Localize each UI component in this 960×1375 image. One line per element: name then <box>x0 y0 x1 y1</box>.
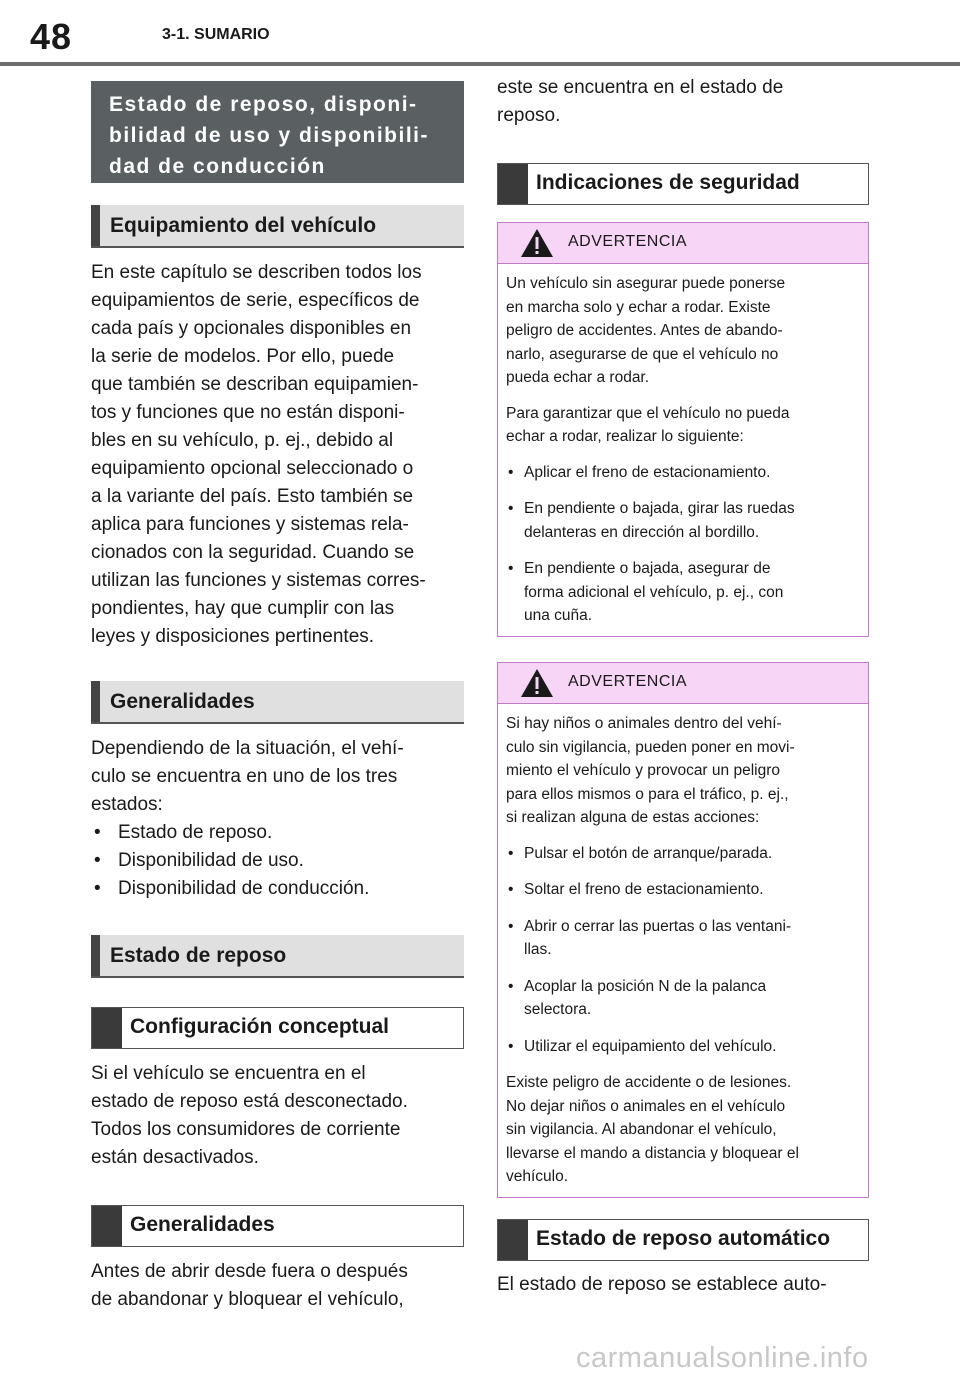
section-title-line: dad de conducción <box>109 155 326 178</box>
text-line: Pulsar el botón de arranque/parada. <box>524 844 773 862</box>
text-line: equipamientos de serie, específicos de <box>91 290 420 311</box>
paragraph-generalidades <box>91 735 471 903</box>
text-line: forma adicional el vehículo, p. ej., con <box>524 583 784 601</box>
text-line: que también se describan equipamien- <box>91 374 419 395</box>
text-line: sin vigilancia. Al abandonar el vehículo, <box>506 1121 777 1138</box>
text-line: de abandonar y bloquear el vehículo, <box>91 1289 404 1310</box>
warning-title: ADVERTENCIA <box>568 233 688 250</box>
text-line: estado de reposo está desconectado. <box>91 1091 408 1112</box>
text-line: Utilizar el equipamiento del vehículo. <box>524 1037 777 1055</box>
text-line: tos y funciones que no están disponi- <box>91 402 405 423</box>
text-line: cada país y opcionales disponibles en <box>91 318 412 339</box>
warning-paragraph <box>506 272 858 390</box>
list-item <box>506 1035 858 1059</box>
heading-bar <box>91 681 100 722</box>
chapter-title: 3-1. SUMARIO <box>162 26 270 43</box>
warning-paragraph <box>506 1071 858 1189</box>
text-line: En pendiente o bajada, asegurar de <box>524 560 771 577</box>
section-title-line: Estado de reposo, disponi- <box>109 93 418 116</box>
list-item <box>506 975 858 1022</box>
heading-text: Equipamiento del vehículo <box>110 214 377 237</box>
text-line: la serie de modelos. Por ello, puede <box>91 346 395 367</box>
heading-bar <box>92 1206 122 1246</box>
warning-body <box>498 704 868 1189</box>
warning-body <box>498 264 868 628</box>
text-line: culo se encuentra en uno de los tres <box>91 766 398 787</box>
text-line: vehículo. <box>506 1168 569 1185</box>
heading-equipamiento <box>91 205 464 248</box>
list-item: • Disponibilidad de conducción. <box>91 875 471 903</box>
heading-text: Estado de reposo automático <box>536 1227 831 1250</box>
text-line: Soltar el freno de estacionamiento. <box>524 881 764 898</box>
text-line: una cuña. <box>524 607 593 624</box>
heading-bar <box>498 164 528 204</box>
text-line: El estado de reposo se establece auto- <box>497 1274 827 1295</box>
text-line: llevarse el mando a distancia y bloquear el <box>506 1144 799 1162</box>
page-header <box>0 0 960 66</box>
warning-paragraph <box>506 402 858 449</box>
warning-box-1 <box>497 222 869 637</box>
warning-triangle-icon <box>520 668 554 698</box>
section-title-box <box>91 81 464 183</box>
page-number: 48 <box>30 16 73 57</box>
heading-configuracion <box>91 1007 464 1049</box>
heading-text: Estado de reposo <box>110 944 287 967</box>
text-line: Abrir o cerrar las puertas o las ventani- <box>524 917 792 935</box>
text-line: utilizan las funciones y sistemas corres- <box>91 570 426 591</box>
section-title-line: bilidad de uso y disponibili- <box>109 124 430 147</box>
text-line: Dependiendo de la situación, el vehí- <box>91 738 404 759</box>
text-line: si realizan alguna de estas acciones: <box>506 809 760 826</box>
heading-text: Generalidades <box>130 1213 275 1236</box>
warning-title: ADVERTENCIA <box>568 673 688 690</box>
warning-list <box>506 842 858 1059</box>
warning-header <box>498 223 868 264</box>
text-line: leyes y disposiciones pertinentes. <box>91 626 375 647</box>
text-line: pondientes, hay que cumplir con las <box>91 598 395 619</box>
heading-estado-reposo <box>91 935 464 978</box>
paragraph-continua <box>497 74 877 130</box>
text-line: estados: <box>91 794 163 815</box>
text-line: Acoplar la posición N de la palanca <box>524 977 767 995</box>
heading-bar <box>91 205 100 246</box>
text-line: para ellos mismos o para el tráfico, p. ej., <box>506 785 789 803</box>
heading-generalidades-2 <box>91 1205 464 1247</box>
text-line: a la variante del país. Esto también se <box>91 486 414 507</box>
paragraph-configuracion <box>91 1060 471 1172</box>
text-line: delanteras en dirección al bordillo. <box>524 523 760 541</box>
warning-list <box>506 461 858 628</box>
text-line: narlo, asegurarse de que el vehículo no <box>506 345 779 363</box>
text-line: No dejar niños o animales en el vehículo <box>506 1097 786 1115</box>
text-line: están desactivados. <box>91 1147 259 1168</box>
text-line: Antes de abrir desde fuera o después <box>91 1261 408 1282</box>
text-line: En este capítulo se describen todos los <box>91 262 422 283</box>
heading-bar <box>498 1220 528 1260</box>
text-line: Aplicar el freno de estacionamiento. <box>524 463 771 481</box>
heading-text: Generalidades <box>110 690 255 713</box>
text-line: reposo. <box>497 105 561 126</box>
list-item: • Estado de reposo. <box>91 819 471 847</box>
text-line: Si hay niños o animales dentro del vehí- <box>506 715 782 732</box>
text-line: selectora. <box>524 1001 592 1018</box>
list-item <box>506 915 858 962</box>
heading-indicaciones <box>497 163 869 205</box>
text-line: Para garantizar que el vehículo no pueda <box>506 404 790 422</box>
paragraph-generalidades-2 <box>91 1258 471 1314</box>
text-line: peligro de accidentes. Antes de abando- <box>506 322 783 339</box>
heading-bar <box>92 1008 122 1048</box>
text-line: bles en su vehículo, p. ej., debido al <box>91 430 394 451</box>
list-item: • Disponibilidad de uso. <box>91 847 471 875</box>
warning-paragraph <box>506 712 858 830</box>
text-line: pueda echar a rodar. <box>506 369 650 386</box>
heading-text: Indicaciones de seguridad <box>536 171 800 194</box>
warning-triangle-icon <box>520 228 554 258</box>
text-line: Un vehículo sin asegurar puede ponerse <box>506 275 786 292</box>
text-line: en marcha solo y echar a rodar. Existe <box>506 298 771 316</box>
heading-text: Configuración conceptual <box>130 1015 390 1038</box>
heading-bar <box>91 935 100 976</box>
text-line: Si el vehículo se encuentra en el <box>91 1063 366 1084</box>
estados-list <box>91 819 471 903</box>
list-item <box>506 878 858 902</box>
text-line: culo sin vigilancia, pueden poner en movi- <box>506 738 795 756</box>
list-item <box>506 461 858 485</box>
list-item <box>506 497 858 544</box>
text-line: llas. <box>524 941 552 958</box>
warning-box-2 <box>497 662 869 1198</box>
text-line: miento el vehículo y provocar un peligro <box>506 762 780 779</box>
text-line: equipamiento opcional seleccionado o <box>91 458 414 479</box>
text-line: aplica para funciones y sistemas rela- <box>91 514 409 535</box>
warning-header <box>498 663 868 704</box>
watermark: carmanualsonline.info <box>576 1342 869 1374</box>
text-line: En pendiente o bajada, girar las ruedas <box>524 500 795 517</box>
text-line: este se encuentra en el estado de <box>497 77 784 98</box>
text-line: Existe peligro de accidente o de lesiones. <box>506 1074 792 1091</box>
paragraph-reposo-automatico <box>497 1271 877 1299</box>
paragraph-equipamiento <box>91 259 471 651</box>
text-line: echar a rodar, realizar lo siguiente: <box>506 428 744 445</box>
list-item <box>506 557 858 628</box>
heading-generalidades <box>91 681 464 724</box>
heading-reposo-automatico <box>497 1219 869 1261</box>
text-line: cionados con la seguridad. Cuando se <box>91 542 415 563</box>
text-line: Todos los consumidores de corriente <box>91 1119 401 1140</box>
header-rule <box>0 62 960 66</box>
list-item <box>506 842 858 866</box>
